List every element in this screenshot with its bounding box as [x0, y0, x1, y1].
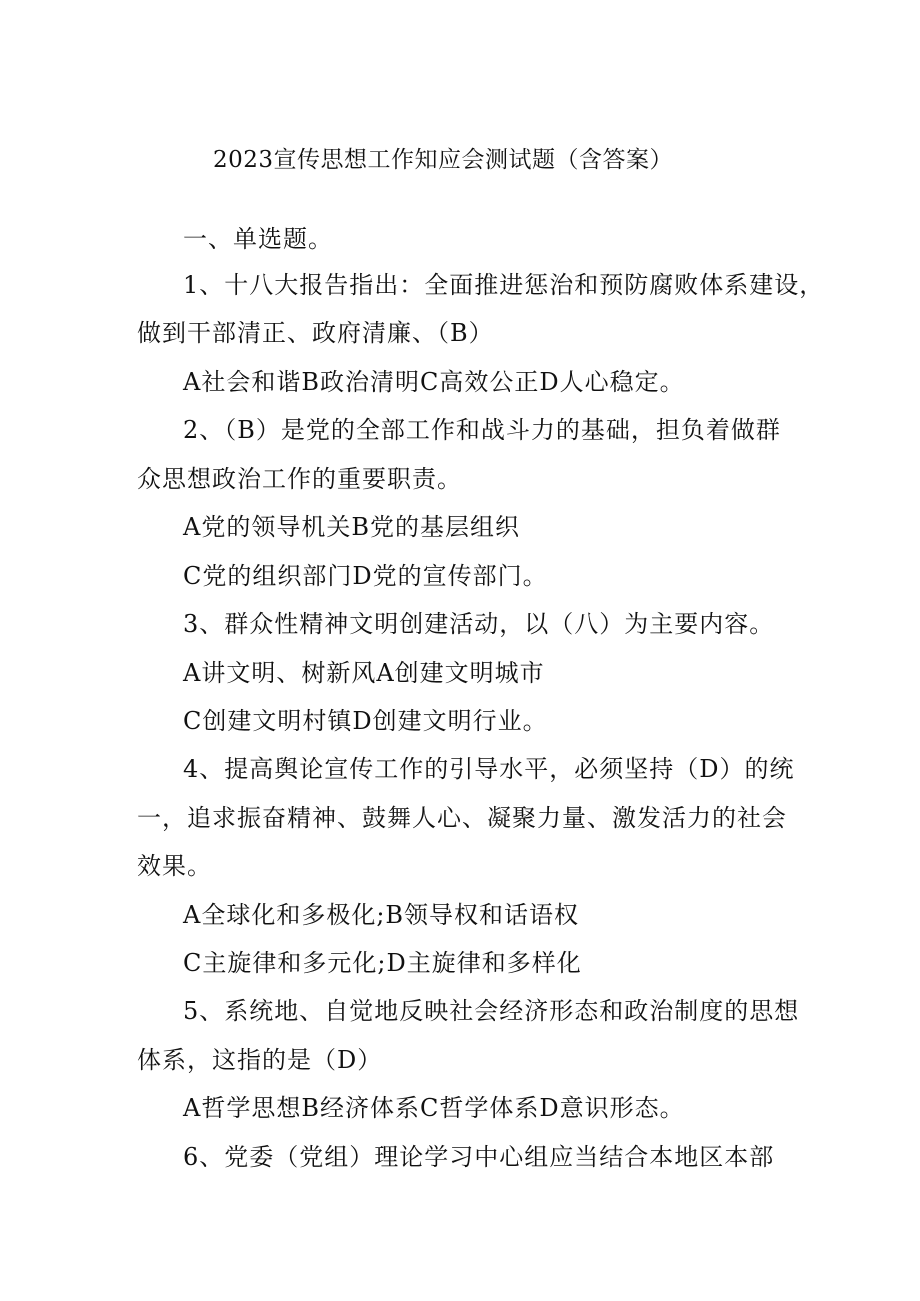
section-heading: 一、单选题。 — [183, 225, 333, 253]
question-2-options-line-2: C党的组织部门D党的宣传部门。 — [183, 562, 548, 590]
question-5-stem-line-1: 5、系统地、自觉地反映社会经济形态和政治制度的思想 — [183, 997, 800, 1025]
question-2-options-line-1: A党的领导机关B党的基层组织 — [183, 513, 520, 541]
question-4-options-line-1: A全球化和多极化;B领导权和话语权 — [183, 901, 580, 929]
question-1-options-line-1: A社会和谐B政治清明C高效公正D人心稳定。 — [183, 368, 685, 396]
question-1-stem-line-1: 1、十八大报告指出：全面推进惩治和预防腐败体系建设， — [183, 271, 825, 299]
question-3-options-line-2: C创建文明村镇D创建文明行业。 — [183, 707, 548, 735]
question-5-options-line-1: A哲学思想B经济体系C哲学体系D意识形态。 — [183, 1094, 685, 1122]
question-4-stem-line-2: 一，追求振奋精神、鼓舞人心、凝聚力量、激发活力的社会 — [137, 804, 787, 832]
question-1-stem-line-2: 做到干部清正、政府清廉、（B） — [137, 319, 494, 347]
question-5-stem-line-2: 体系，这指的是（D） — [137, 1046, 383, 1074]
question-3-options-line-1: A讲文明、树新风A创建文明城市 — [183, 659, 545, 687]
question-3-stem-line-1: 3、群众性精神文明创建活动，以（八）为主要内容。 — [183, 610, 775, 638]
question-4-stem-line-3: 效果。 — [137, 852, 212, 880]
question-6-stem-line-1: 6、党委（党组）理论学习中心组应当结合本地区本部 — [183, 1143, 775, 1171]
question-2-stem-line-1: 2、（B）是党的全部工作和战斗力的基础，担负着做群 — [183, 416, 781, 444]
document-title: 2023宣传思想工作知应会测试题（含答案） — [213, 147, 674, 173]
question-4-options-line-2: C主旋律和多元化;D主旋律和多样化 — [183, 949, 582, 977]
question-4-stem-line-1: 4、提高舆论宣传工作的引导水平，必须坚持（D）的统 — [183, 755, 795, 783]
question-2-stem-line-2: 众思想政治工作的重要职责。 — [137, 465, 462, 493]
